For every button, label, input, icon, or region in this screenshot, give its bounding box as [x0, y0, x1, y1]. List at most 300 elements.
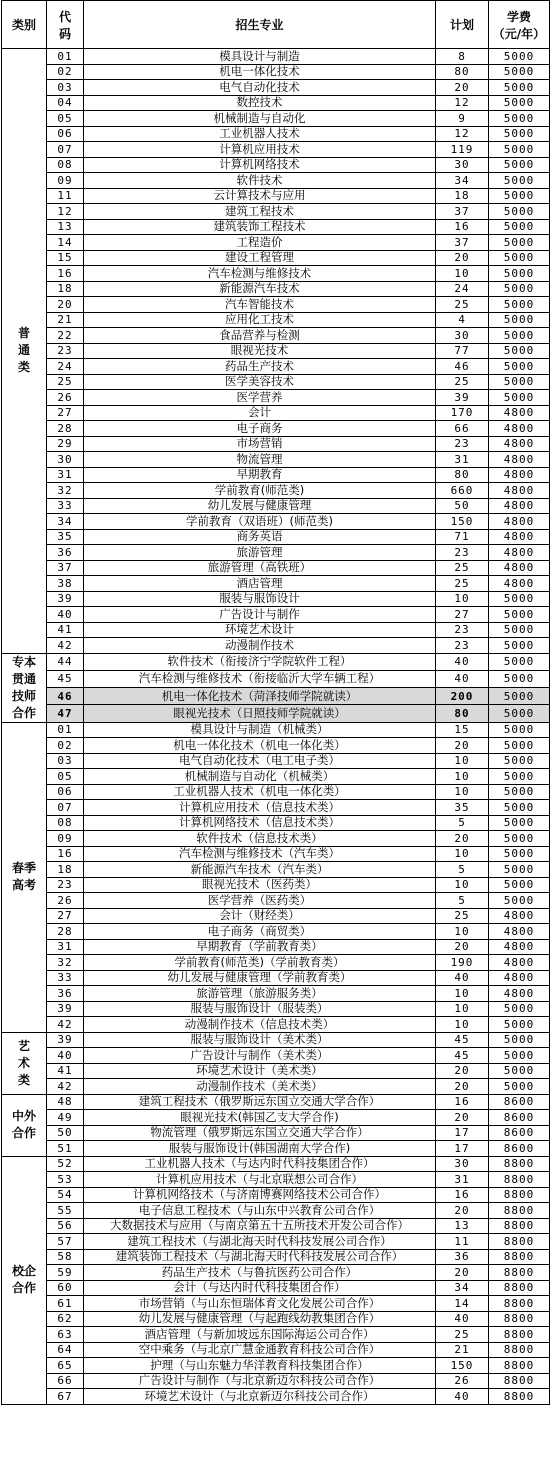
major-cell: 旅游管理（高铁班） [84, 560, 436, 576]
code-cell: 59 [47, 1265, 84, 1281]
table-row [2, 924, 550, 940]
code-cell: 66 [47, 1373, 84, 1389]
table-row [2, 405, 550, 421]
fee-cell: 5000 [489, 343, 550, 359]
major-cell: 机械制造与自动化 [84, 111, 436, 127]
table-row [2, 111, 550, 127]
category-cell: 校企 合作 [2, 1156, 47, 1404]
fee-cell: 5000 [489, 328, 550, 344]
plan-cell: 170 [436, 405, 489, 421]
plan-cell: 10 [436, 769, 489, 785]
fee-cell: 5000 [489, 591, 550, 607]
major-cell: 电子商务 [84, 421, 436, 437]
major-cell: 幼儿发展与健康管理 [84, 498, 436, 514]
plan-cell: 12 [436, 126, 489, 142]
plan-cell: 15 [436, 722, 489, 738]
major-cell: 环境艺术设计 [84, 622, 436, 638]
table-row [2, 483, 550, 499]
plan-cell: 13 [436, 1218, 489, 1234]
fee-cell: 4800 [489, 970, 550, 986]
plan-cell: 10 [436, 266, 489, 282]
code-cell: 40 [47, 1048, 84, 1064]
table-row [2, 374, 550, 390]
code-cell: 47 [47, 705, 84, 722]
major-cell: 旅游管理 [84, 545, 436, 561]
major-cell: 建设工程管理 [84, 250, 436, 266]
code-cell: 05 [47, 111, 84, 127]
fee-cell: 8800 [489, 1296, 550, 1312]
table-row [2, 591, 550, 607]
major-cell: 工业机器人技术（与达内时代科技集团合作） [84, 1156, 436, 1172]
code-cell: 03 [47, 753, 84, 769]
table-row [2, 1280, 550, 1296]
table-row [2, 705, 550, 722]
table-row [2, 893, 550, 909]
fee-cell: 5000 [489, 1017, 550, 1033]
table-row [2, 1187, 550, 1203]
plan-cell: 23 [436, 545, 489, 561]
code-cell: 49 [47, 1110, 84, 1126]
table-row [2, 343, 550, 359]
plan-cell: 39 [436, 390, 489, 406]
plan-cell: 34 [436, 173, 489, 189]
code-cell: 11 [47, 188, 84, 204]
plan-cell: 27 [436, 607, 489, 623]
plan-cell: 80 [436, 467, 489, 483]
table-row [2, 142, 550, 158]
fee-cell: 8800 [489, 1342, 550, 1358]
code-cell: 08 [47, 815, 84, 831]
table-row [2, 831, 550, 847]
table-row [2, 204, 550, 220]
plan-cell: 35 [436, 800, 489, 816]
code-cell: 04 [47, 95, 84, 111]
plan-cell: 5 [436, 893, 489, 909]
code-cell: 54 [47, 1187, 84, 1203]
major-cell: 机电一体化技术（机电一体化类） [84, 738, 436, 754]
table-row [2, 467, 550, 483]
major-cell: 软件技术 [84, 173, 436, 189]
major-cell: 会计（财经类） [84, 908, 436, 924]
plan-cell: 16 [436, 1187, 489, 1203]
major-cell: 机械制造与自动化（机械类） [84, 769, 436, 785]
code-cell: 35 [47, 529, 84, 545]
major-cell: 会计 [84, 405, 436, 421]
fee-cell: 8800 [489, 1249, 550, 1265]
fee-cell: 4800 [489, 514, 550, 530]
major-cell: 汽车检测与维修技术 [84, 266, 436, 282]
table-row [2, 846, 550, 862]
major-cell: 动漫制作技术 [84, 638, 436, 654]
code-cell: 25 [47, 374, 84, 390]
major-cell: 眼视光技术(韩国乙支大学合作) [84, 1110, 436, 1126]
code-cell: 09 [47, 173, 84, 189]
plan-cell: 10 [436, 877, 489, 893]
table-row [2, 1358, 550, 1374]
major-cell: 电子信息工程技术（与山东中兴教育公司合作） [84, 1203, 436, 1219]
table-row [2, 1094, 550, 1110]
code-cell: 23 [47, 343, 84, 359]
fee-cell: 8800 [489, 1265, 550, 1281]
code-cell: 53 [47, 1172, 84, 1188]
fee-cell: 8800 [489, 1156, 550, 1172]
table-row [2, 498, 550, 514]
plan-cell: 25 [436, 908, 489, 924]
fee-cell: 5000 [489, 142, 550, 158]
plan-cell: 5 [436, 862, 489, 878]
plan-cell: 11 [436, 1234, 489, 1250]
major-cell: 模具设计与制造 [84, 49, 436, 65]
major-cell: 医学营养 [84, 390, 436, 406]
major-cell: 早期教育（学前教育类） [84, 939, 436, 955]
major-cell: 机电一体化技术 [84, 64, 436, 80]
plan-cell: 25 [436, 297, 489, 313]
major-cell: 计算机应用技术（与北京联想公司合作） [84, 1172, 436, 1188]
major-cell: 服装与服饰设计（美术类） [84, 1032, 436, 1048]
plan-cell: 23 [436, 622, 489, 638]
fee-cell: 8800 [489, 1218, 550, 1234]
table-row [2, 297, 550, 313]
fee-cell: 8800 [489, 1358, 550, 1374]
table-row [2, 1296, 550, 1312]
plan-cell: 36 [436, 1249, 489, 1265]
plan-cell: 16 [436, 1094, 489, 1110]
plan-cell: 20 [436, 831, 489, 847]
major-cell: 服装与服饰设计(韩国湖南大学合作) [84, 1141, 436, 1157]
major-cell: 广告设计与制作（美术类） [84, 1048, 436, 1064]
table-row [2, 250, 550, 266]
code-cell: 09 [47, 831, 84, 847]
fee-cell: 4800 [489, 483, 550, 499]
code-cell: 08 [47, 157, 84, 173]
table-row [2, 188, 550, 204]
fee-cell: 4800 [489, 986, 550, 1002]
table-row [2, 1218, 550, 1234]
plan-cell: 190 [436, 955, 489, 971]
code-cell: 07 [47, 142, 84, 158]
fee-cell: 5000 [489, 157, 550, 173]
plan-cell: 119 [436, 142, 489, 158]
fee-cell: 8600 [489, 1110, 550, 1126]
table-row [2, 722, 550, 738]
code-cell: 67 [47, 1389, 84, 1405]
fee-cell: 5000 [489, 653, 550, 670]
code-cell: 60 [47, 1280, 84, 1296]
fee-cell: 5000 [489, 173, 550, 189]
major-cell: 新能源汽车技术 [84, 281, 436, 297]
plan-cell: 66 [436, 421, 489, 437]
code-cell: 01 [47, 49, 84, 65]
code-cell: 18 [47, 862, 84, 878]
code-cell: 30 [47, 452, 84, 468]
major-cell: 工业机器人技术（机电一体化类） [84, 784, 436, 800]
major-cell: 计算机应用技术（信息技术类） [84, 800, 436, 816]
plan-cell: 80 [436, 705, 489, 722]
header-code: 代 码 [47, 1, 84, 49]
major-cell: 服装与服饰设计（服装类） [84, 1001, 436, 1017]
fee-cell: 8600 [489, 1141, 550, 1157]
code-cell: 12 [47, 204, 84, 220]
table-row [2, 1327, 550, 1343]
plan-cell: 40 [436, 653, 489, 670]
code-cell: 15 [47, 250, 84, 266]
code-cell: 20 [47, 297, 84, 313]
fee-cell: 4800 [489, 908, 550, 924]
fee-cell: 4800 [489, 467, 550, 483]
major-cell: 早期教育 [84, 467, 436, 483]
fee-cell: 5000 [489, 204, 550, 220]
code-cell: 32 [47, 483, 84, 499]
plan-cell: 25 [436, 1327, 489, 1343]
code-cell: 39 [47, 591, 84, 607]
plan-cell: 10 [436, 846, 489, 862]
fee-cell: 5000 [489, 374, 550, 390]
code-cell: 55 [47, 1203, 84, 1219]
fee-cell: 5000 [489, 722, 550, 738]
major-cell: 服装与服饰设计 [84, 591, 436, 607]
plan-cell: 26 [436, 1373, 489, 1389]
plan-cell: 31 [436, 452, 489, 468]
code-cell: 28 [47, 924, 84, 940]
major-cell: 空中乘务（与北京广慧金通教育科技公司合作） [84, 1342, 436, 1358]
code-cell: 32 [47, 955, 84, 971]
fee-cell: 4800 [489, 924, 550, 940]
major-cell: 工程造价 [84, 235, 436, 251]
code-cell: 57 [47, 1234, 84, 1250]
fee-cell: 4800 [489, 576, 550, 592]
fee-cell: 5000 [489, 753, 550, 769]
table-row [2, 1048, 550, 1064]
code-cell: 14 [47, 235, 84, 251]
code-cell: 31 [47, 467, 84, 483]
fee-cell: 8800 [489, 1311, 550, 1327]
fee-cell: 8800 [489, 1187, 550, 1203]
major-cell: 工业机器人技术 [84, 126, 436, 142]
code-cell: 34 [47, 514, 84, 530]
plan-cell: 46 [436, 359, 489, 375]
code-cell: 42 [47, 1079, 84, 1095]
major-cell: 环境艺术设计（美术类） [84, 1063, 436, 1079]
table-row [2, 1063, 550, 1079]
table-row [2, 64, 550, 80]
code-cell: 44 [47, 653, 84, 670]
table-row [2, 1125, 550, 1141]
code-cell: 33 [47, 970, 84, 986]
major-cell: 幼儿发展与健康管理（与起跑线幼教集团合作） [84, 1311, 436, 1327]
table-row [2, 1311, 550, 1327]
code-cell: 27 [47, 908, 84, 924]
plan-cell: 14 [436, 1296, 489, 1312]
table-row [2, 359, 550, 375]
fee-cell: 5000 [489, 769, 550, 785]
code-cell: 65 [47, 1358, 84, 1374]
header-plan: 计划 [436, 1, 489, 49]
table-row [2, 1110, 550, 1126]
plan-cell: 23 [436, 638, 489, 654]
fee-cell: 5000 [489, 266, 550, 282]
fee-cell: 5000 [489, 638, 550, 654]
code-cell: 36 [47, 545, 84, 561]
major-cell: 模具设计与制造（机械类） [84, 722, 436, 738]
code-cell: 13 [47, 219, 84, 235]
fee-cell: 5000 [489, 64, 550, 80]
table-row [2, 560, 550, 576]
table-row [2, 638, 550, 654]
table-row [2, 1141, 550, 1157]
plan-cell: 45 [436, 1032, 489, 1048]
fee-cell: 5000 [489, 1063, 550, 1079]
table-row [2, 281, 550, 297]
table-row [2, 970, 550, 986]
major-cell: 旅游管理（旅游服务类） [84, 986, 436, 1002]
fee-cell: 5000 [489, 688, 550, 705]
major-cell: 医学美容技术 [84, 374, 436, 390]
fee-cell: 5000 [489, 831, 550, 847]
major-cell: 汽车检测与维修技术（汽车类） [84, 846, 436, 862]
fee-cell: 5000 [489, 670, 550, 687]
plan-cell: 37 [436, 235, 489, 251]
header-major: 招生专业 [84, 1, 436, 49]
fee-cell: 5000 [489, 862, 550, 878]
code-cell: 18 [47, 281, 84, 297]
code-cell: 63 [47, 1327, 84, 1343]
table-row [2, 607, 550, 623]
table-row [2, 862, 550, 878]
plan-cell: 4 [436, 312, 489, 328]
major-cell: 市场营销 [84, 436, 436, 452]
plan-cell: 10 [436, 1017, 489, 1033]
table-row [2, 436, 550, 452]
plan-cell: 660 [436, 483, 489, 499]
plan-cell: 18 [436, 188, 489, 204]
fee-cell: 8600 [489, 1094, 550, 1110]
code-cell: 58 [47, 1249, 84, 1265]
header-row [2, 1, 550, 49]
code-cell: 64 [47, 1342, 84, 1358]
plan-cell: 20 [436, 939, 489, 955]
code-cell: 06 [47, 784, 84, 800]
plan-cell: 25 [436, 576, 489, 592]
plan-cell: 30 [436, 1156, 489, 1172]
table-row [2, 1156, 550, 1172]
major-cell: 医学营养（医药类） [84, 893, 436, 909]
fee-cell: 8800 [489, 1280, 550, 1296]
code-cell: 16 [47, 266, 84, 282]
code-cell: 40 [47, 607, 84, 623]
plan-cell: 10 [436, 986, 489, 1002]
major-cell: 计算机网络技术（信息技术类） [84, 815, 436, 831]
major-cell: 应用化工技术 [84, 312, 436, 328]
major-cell: 酒店管理 [84, 576, 436, 592]
fee-cell: 4800 [489, 529, 550, 545]
plan-cell: 20 [436, 1110, 489, 1126]
table-row [2, 1017, 550, 1033]
plan-cell: 10 [436, 591, 489, 607]
major-cell: 建筑工程技术 [84, 204, 436, 220]
table-row [2, 173, 550, 189]
plan-cell: 20 [436, 1265, 489, 1281]
plan-cell: 20 [436, 250, 489, 266]
category-cell: 春季 高考 [2, 722, 47, 1032]
table-row [2, 688, 550, 705]
plan-cell: 25 [436, 374, 489, 390]
table-row [2, 80, 550, 96]
plan-cell: 71 [436, 529, 489, 545]
table-row [2, 1342, 550, 1358]
major-cell: 食品营养与检测 [84, 328, 436, 344]
major-cell: 眼视光技术（日照技师学院就读） [84, 705, 436, 722]
code-cell: 06 [47, 126, 84, 142]
major-cell: 学前教育(师范类)（学前教育类） [84, 955, 436, 971]
fee-cell: 5000 [489, 607, 550, 623]
fee-cell: 4800 [489, 436, 550, 452]
table-row [2, 955, 550, 971]
table-row [2, 312, 550, 328]
major-cell: 物流管理 [84, 452, 436, 468]
table-row [2, 986, 550, 1002]
category-cell: 艺 术 类 [2, 1032, 47, 1094]
table-row [2, 452, 550, 468]
major-cell: 建筑工程技术（俄罗斯远东国立交通大学合作） [84, 1094, 436, 1110]
code-cell: 39 [47, 1032, 84, 1048]
plan-cell: 31 [436, 1172, 489, 1188]
table-row [2, 529, 550, 545]
code-cell: 46 [47, 688, 84, 705]
plan-cell: 150 [436, 1358, 489, 1374]
major-cell: 大数据技术与应用（与南京第五十五所技术开发公司合作） [84, 1218, 436, 1234]
fee-cell: 8800 [489, 1327, 550, 1343]
plan-cell: 30 [436, 157, 489, 173]
major-cell: 药品生产技术（与鲁抗医药公司合作） [84, 1265, 436, 1281]
major-cell: 建筑装饰工程技术（与湖北海天时代科技发展公司合作） [84, 1249, 436, 1265]
plan-cell: 10 [436, 753, 489, 769]
major-cell: 汽车检测与维修技术（衔接临沂大学车辆工程） [84, 670, 436, 687]
code-cell: 02 [47, 738, 84, 754]
major-cell: 商务英语 [84, 529, 436, 545]
table-row [2, 1265, 550, 1281]
fee-cell: 5000 [489, 1032, 550, 1048]
fee-cell: 5000 [489, 95, 550, 111]
fee-cell: 5000 [489, 846, 550, 862]
table-row [2, 784, 550, 800]
code-cell: 23 [47, 877, 84, 893]
major-cell: 物流管理（俄罗斯远东国立交通大学合作） [84, 1125, 436, 1141]
code-cell: 56 [47, 1218, 84, 1234]
fee-cell: 5000 [489, 297, 550, 313]
plan-cell: 25 [436, 560, 489, 576]
plan-cell: 17 [436, 1125, 489, 1141]
major-cell: 幼儿发展与健康管理（学前教育类） [84, 970, 436, 986]
plan-cell: 12 [436, 95, 489, 111]
major-cell: 眼视光技术（医药类） [84, 877, 436, 893]
table-row [2, 219, 550, 235]
table-row [2, 49, 550, 65]
plan-cell: 17 [436, 1141, 489, 1157]
major-cell: 计算机网络技术（与济南博赛网络技术公司合作） [84, 1187, 436, 1203]
plan-cell: 24 [436, 281, 489, 297]
code-cell: 24 [47, 359, 84, 375]
code-cell: 50 [47, 1125, 84, 1141]
fee-cell: 5000 [489, 390, 550, 406]
major-cell: 动漫制作技术（信息技术类） [84, 1017, 436, 1033]
table-row [2, 1079, 550, 1095]
fee-cell: 4800 [489, 955, 550, 971]
code-cell: 21 [47, 312, 84, 328]
major-cell: 软件技术（信息技术类） [84, 831, 436, 847]
major-cell: 电子商务（商贸类） [84, 924, 436, 940]
plan-cell: 40 [436, 1389, 489, 1405]
code-cell: 38 [47, 576, 84, 592]
